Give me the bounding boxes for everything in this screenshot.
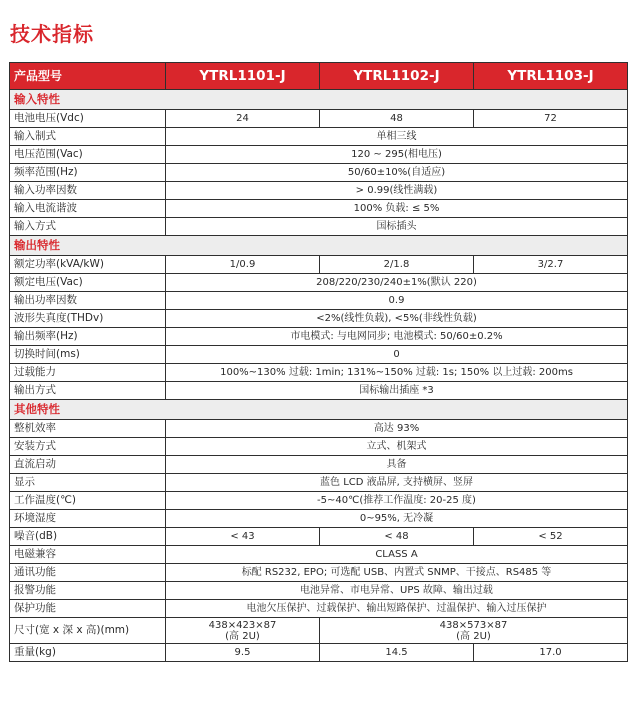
row-label: 电池电压(Vdc) — [10, 110, 166, 128]
cell-value: 24 — [166, 110, 320, 128]
row-label: 工作温度(℃) — [10, 492, 166, 510]
cell-value: < 52 — [474, 528, 628, 546]
row-label: 保护功能 — [10, 600, 166, 618]
row-label: 整机效率 — [10, 420, 166, 438]
cell-value: 国标输出插座 *3 — [166, 382, 628, 400]
table-row — [10, 200, 628, 218]
cell-value: 具备 — [166, 456, 628, 474]
table-header-row — [10, 63, 628, 90]
table-row — [10, 618, 628, 644]
table-row — [10, 310, 628, 328]
cell-value: 208/220/230/240±1%(默认 220) — [166, 274, 628, 292]
cell-value: 市电模式: 与电网同步; 电池模式: 50/60±0.2% — [166, 328, 628, 346]
cell-value: 标配 RS232, EPO; 可选配 USB、内置式 SNMP、干接点、RS485 等 — [166, 564, 628, 582]
cell-value: 电池欠压保护、过载保护、输出短路保护、过温保护、输入过压保护 — [166, 600, 628, 618]
row-label: 通讯功能 — [10, 564, 166, 582]
cell-value: 立式、机架式 — [166, 438, 628, 456]
section-header — [10, 400, 628, 420]
table-row — [10, 146, 628, 164]
row-label: 重量(kg) — [10, 644, 166, 662]
row-label: 显示 — [10, 474, 166, 492]
section-header — [10, 236, 628, 256]
table-row — [10, 420, 628, 438]
row-label: 额定电压(Vac) — [10, 274, 166, 292]
size-sub: (高 2U) — [225, 630, 260, 642]
table-row — [10, 274, 628, 292]
cell-value: < 43 — [166, 528, 320, 546]
cell-value: 3/2.7 — [474, 256, 628, 274]
cell-value: 电池异常、市电异常、UPS 故障、输出过载 — [166, 582, 628, 600]
spec-table — [9, 62, 628, 662]
row-label: 安装方式 — [10, 438, 166, 456]
row-label: 直流启动 — [10, 456, 166, 474]
table-row — [10, 564, 628, 582]
row-label: 波形失真度(THDv) — [10, 310, 166, 328]
header-model: YTRL1103-J — [474, 63, 628, 90]
table-row — [10, 182, 628, 200]
size-sub: (高 2U) — [456, 630, 491, 642]
cell-value: 100% 负载: ≤ 5% — [166, 200, 628, 218]
cell-value: 国标插头 — [166, 218, 628, 236]
table-row — [10, 644, 628, 662]
table-row — [10, 346, 628, 364]
table-row — [10, 256, 628, 274]
table-row — [10, 364, 628, 382]
cell-value: 高达 93% — [166, 420, 628, 438]
cell-value: < 48 — [320, 528, 474, 546]
cell-value: 2/1.8 — [320, 256, 474, 274]
cell-value: 单相三线 — [166, 128, 628, 146]
cell-value: 50/60±10%(自适应) — [166, 164, 628, 182]
row-label: 额定功率(kVA/kW) — [10, 256, 166, 274]
row-label: 过载能力 — [10, 364, 166, 382]
row-label: 输入电流谐波 — [10, 200, 166, 218]
header-model: YTRL1102-J — [320, 63, 474, 90]
cell-value: 9.5 — [166, 644, 320, 662]
table-row — [10, 438, 628, 456]
table-row — [10, 164, 628, 182]
cell-value: 0 — [166, 346, 628, 364]
row-label: 噪音(dB) — [10, 528, 166, 546]
cell-value: 72 — [474, 110, 628, 128]
cell-value: 17.0 — [474, 644, 628, 662]
row-label: 环境湿度 — [10, 510, 166, 528]
row-label: 输出方式 — [10, 382, 166, 400]
cell-value: 1/0.9 — [166, 256, 320, 274]
page-title: 技术指标 — [10, 22, 94, 46]
table-row — [10, 456, 628, 474]
row-label: 输出频率(Hz) — [10, 328, 166, 346]
section-header — [10, 90, 628, 110]
row-label: 切换时间(ms) — [10, 346, 166, 364]
cell-value: 0.9 — [166, 292, 628, 310]
cell-value: 0~95%, 无冷凝 — [166, 510, 628, 528]
row-label: 报警功能 — [10, 582, 166, 600]
section-title: 输出特性 — [10, 236, 628, 256]
table-row — [10, 600, 628, 618]
table-row — [10, 546, 628, 564]
table-row — [10, 510, 628, 528]
row-label: 尺寸(宽 x 深 x 高)(mm) — [10, 618, 166, 644]
row-label: 输出功率因数 — [10, 292, 166, 310]
size-value: 438×423×87 — [208, 619, 277, 631]
cell-value: > 0.99(线性满载) — [166, 182, 628, 200]
cell-value: 48 — [320, 110, 474, 128]
row-label: 频率范围(Hz) — [10, 164, 166, 182]
cell-value: 120 ~ 295(相电压) — [166, 146, 628, 164]
header-model: YTRL1101-J — [166, 63, 320, 90]
table-row — [10, 474, 628, 492]
table-row — [10, 382, 628, 400]
cell-value: CLASS A — [166, 546, 628, 564]
cell-value: 14.5 — [320, 644, 474, 662]
table-row — [10, 128, 628, 146]
table-row — [10, 528, 628, 546]
header-label: 产品型号 — [10, 63, 166, 90]
table-row — [10, 582, 628, 600]
table-row — [10, 218, 628, 236]
size-value: 438×573×87 — [439, 619, 508, 631]
cell-value — [166, 618, 320, 644]
row-label: 输入功率因数 — [10, 182, 166, 200]
table-row — [10, 292, 628, 310]
table-row — [10, 492, 628, 510]
table-row — [10, 328, 628, 346]
cell-value: -5~40℃(推荐工作温度: 20-25 度) — [166, 492, 628, 510]
cell-value: 100%~130% 过载: 1min; 131%~150% 过载: 1s; 150% 以上过载: 200ms — [166, 364, 628, 382]
table-row — [10, 110, 628, 128]
section-title: 输入特性 — [10, 90, 628, 110]
cell-value: 蓝色 LCD 液晶屏, 支持横屏、竖屏 — [166, 474, 628, 492]
section-title: 其他特性 — [10, 400, 628, 420]
cell-value — [320, 618, 628, 644]
row-label: 电压范围(Vac) — [10, 146, 166, 164]
row-label: 电磁兼容 — [10, 546, 166, 564]
row-label: 输入制式 — [10, 128, 166, 146]
cell-value: <2%(线性负载), <5%(非线性负载) — [166, 310, 628, 328]
row-label: 输入方式 — [10, 218, 166, 236]
